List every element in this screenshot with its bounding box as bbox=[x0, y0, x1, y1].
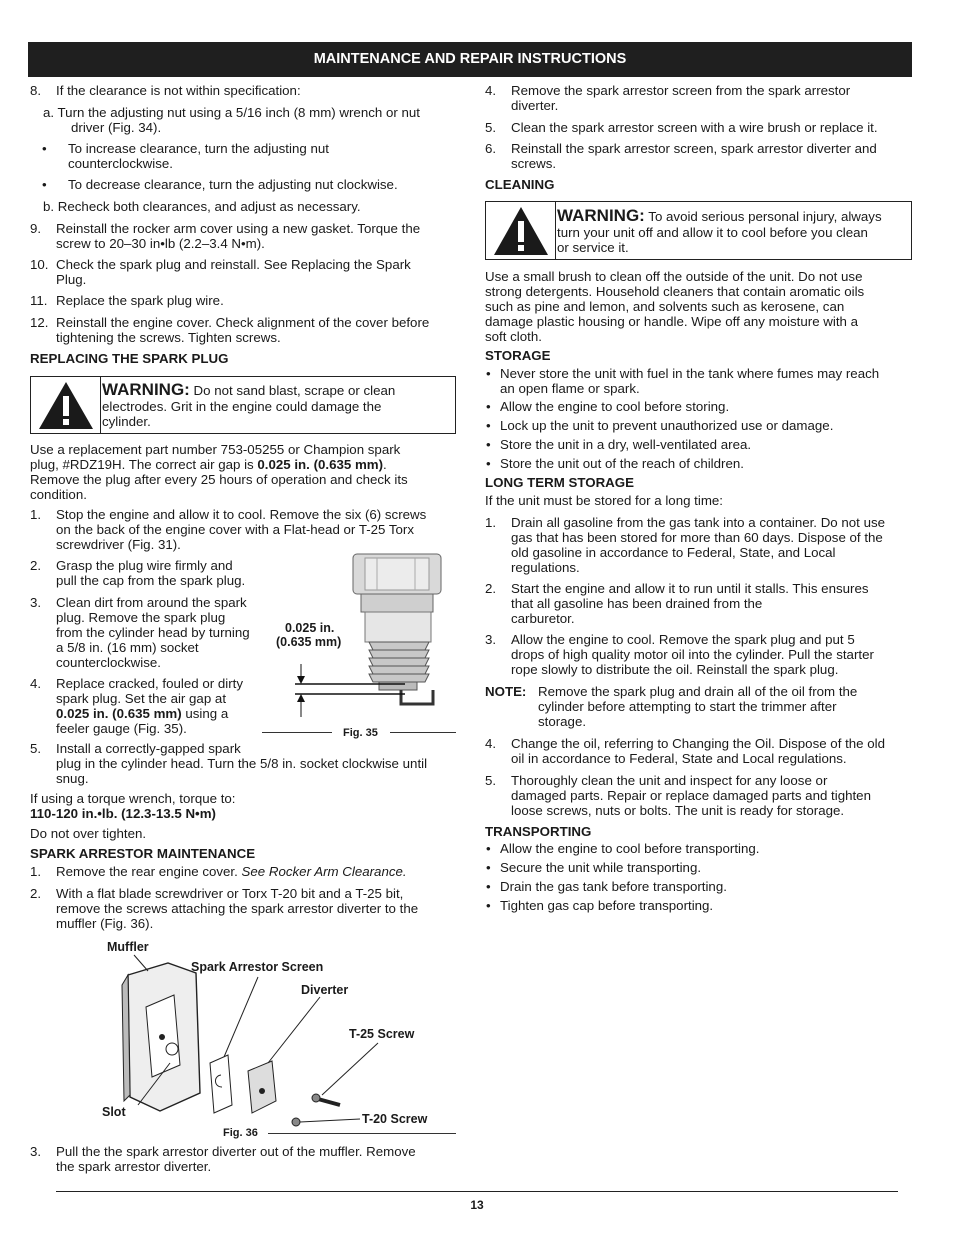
warning-box bbox=[30, 376, 456, 434]
gap-label-in: 0.025 in. bbox=[285, 621, 335, 635]
long-term-intro: If the unit must be stored for a long time: bbox=[485, 493, 723, 508]
long-step-3-line2: drops of high quality motor oil into the cylinder. Pull the starter bbox=[511, 647, 874, 662]
spark-step-4-line1: Replace cracked, fouled or dirty bbox=[56, 676, 243, 691]
bullet-decrease: To decrease clearance, turn the adjusting nut clockwise. bbox=[68, 177, 398, 192]
spark-step-3-line1: Clean dirt from around the spark bbox=[56, 595, 247, 610]
step-10-line2: Plug. bbox=[56, 272, 87, 287]
label-spark-arrestor-screen: Spark Arrestor Screen bbox=[191, 960, 324, 974]
arrestor-step-3-number: 3. bbox=[30, 1144, 42, 1159]
figure-rule bbox=[262, 732, 332, 733]
arrestor-step-5-number: 5. bbox=[485, 120, 497, 135]
arrestor-step-2-line3: muffler (Fig. 36). bbox=[56, 916, 154, 931]
heading-spark-arrestor: SPARK ARRESTOR MAINTENANCE bbox=[30, 846, 256, 861]
step-10-line1: Check the spark plug and reinstall. See Replacing the Spark bbox=[56, 257, 411, 272]
note-line2: cylinder before attempting to start the trimmer after bbox=[538, 699, 837, 714]
heading-transporting: TRANSPORTING bbox=[485, 824, 592, 839]
bullet-mark: • bbox=[42, 141, 47, 156]
bullet-mark: • bbox=[486, 841, 491, 856]
long-step-3-line3: rope slowly to distribute the oil. Reinstall the spark plug. bbox=[511, 662, 839, 677]
step-8b: b. Recheck both clearances, and adjust as necessary. bbox=[43, 199, 361, 214]
bullet-mark: • bbox=[42, 177, 47, 192]
transport-bullet-3: Drain the gas tank before transporting. bbox=[500, 879, 727, 894]
label-slot: Slot bbox=[102, 1105, 126, 1119]
torque-spec: 110-120 in.•lb. (12.3-13.5 N•m) bbox=[30, 806, 216, 821]
bullet-mark: • bbox=[486, 418, 491, 433]
spark-step-1-line3: screwdriver (Fig. 31). bbox=[56, 537, 181, 552]
cleaning-line2: strong detergents. Household cleaners that contain aromatic oils bbox=[485, 284, 865, 299]
page-number: 13 bbox=[470, 1198, 484, 1212]
label-t20-screw: T-20 Screw bbox=[362, 1112, 428, 1126]
arrestor-step-2-line1: With a flat blade screwdriver or Torx T-20 bit and a T-25 bit, bbox=[56, 886, 404, 901]
spark-step-5-line3: snug. bbox=[56, 771, 89, 786]
gap-label-mm: (0.635 mm) bbox=[276, 635, 342, 649]
spark-step-5-line1: Install a correctly-gapped spark bbox=[56, 741, 241, 756]
transport-bullet-1: Allow the engine to cool before transporting. bbox=[500, 841, 760, 856]
spark-intro-line4: condition. bbox=[30, 487, 87, 502]
step-9-line1: Reinstall the rocker arm cover using a new gasket. Torque the bbox=[56, 221, 421, 236]
long-step-3-line1: Allow the engine to cool. Remove the spark plug and put 5 bbox=[511, 632, 855, 647]
step-9-line2: screw to 20–30 in•lb (2.2–3.4 N•m). bbox=[56, 236, 265, 251]
long-step-5-line2: damaged parts. Repair or replace damaged parts and tighten bbox=[511, 788, 871, 803]
long-step-3-number: 3. bbox=[485, 632, 497, 647]
arrestor-step-5-text: Clean the spark arrestor screen with a wire brush or replace it. bbox=[511, 120, 878, 135]
figure-rule bbox=[268, 1133, 456, 1134]
spark-step-4-line3: 0.025 in. (0.635 mm) using a bbox=[56, 706, 229, 721]
step-10-number: 10. bbox=[30, 257, 49, 272]
bullet-mark: • bbox=[486, 879, 491, 894]
warning-text-line2: electrodes. Grit in the engine could damage the bbox=[102, 399, 382, 414]
spark-step-1-line2: on the back of the engine cover with a Flat-head or T-25 Torx bbox=[56, 522, 414, 537]
long-step-1-line2: gas that has been stored for more than 60 days. Dispose of the bbox=[511, 530, 883, 545]
spark-intro-line2: plug, #RDZ19H. The correct air gap is 0.025 in. (0.635 mm). bbox=[30, 457, 387, 472]
long-step-2-line3: carburetor. bbox=[511, 611, 575, 626]
bullet-mark: • bbox=[486, 399, 491, 414]
section-header: MAINTENANCE AND REPAIR INSTRUCTIONS bbox=[28, 42, 912, 77]
step-11-number: 11. bbox=[30, 293, 48, 308]
warning-text-line1: To avoid serious personal injury, always bbox=[648, 209, 882, 224]
heading-replacing-spark-plug: REPLACING THE SPARK PLUG bbox=[30, 351, 229, 366]
storage-bullet-3: Lock up the unit to prevent unauthorized use or damage. bbox=[500, 418, 834, 433]
long-step-1-line3: old gasoline in accordance to Federal, State, and Local bbox=[511, 545, 836, 560]
arrestor-step-3-line1: Pull the the spark arrestor diverter out of the muffler. Remove bbox=[56, 1144, 416, 1159]
spark-step-1-line1: Stop the engine and allow it to cool. Remove the six (6) screws bbox=[56, 507, 427, 522]
bullet-mark: • bbox=[486, 898, 491, 913]
cleaning-line1: Use a small brush to clean off the outside of the unit. Do not use bbox=[485, 269, 863, 284]
long-step-4-line1: Change the oil, referring to Changing the Oil. Dispose of the old bbox=[511, 736, 886, 751]
bullet-increase-line1: To increase clearance, turn the adjusting nut bbox=[68, 141, 329, 156]
arrestor-step-4-line2: diverter. bbox=[511, 98, 559, 113]
spark-step-3-line4: a 5/8 in. (16 mm) socket bbox=[56, 640, 199, 655]
storage-bullet-1-line2: an open flame or spark. bbox=[500, 381, 640, 396]
step-8a-line1: a. Turn the adjusting nut using a 5/16 inch (8 mm) wrench or nut bbox=[43, 105, 420, 120]
note-line3: storage. bbox=[538, 714, 587, 729]
spark-step-2-line2: pull the cap from the spark plug. bbox=[56, 573, 246, 588]
spark-step-5-line2: plug in the cylinder head. Turn the 5/8 in. socket clockwise until bbox=[56, 756, 428, 771]
warning-text-line3: or service it. bbox=[557, 240, 629, 255]
spark-step-2-number: 2. bbox=[30, 558, 42, 573]
arrestor-step-3-line2: the spark arrestor diverter. bbox=[56, 1159, 212, 1174]
heading-long-term-storage: LONG TERM STORAGE bbox=[485, 475, 634, 490]
spark-step-2-line1: Grasp the plug wire firmly and bbox=[56, 558, 233, 573]
cleaning-line5: soft cloth. bbox=[485, 329, 542, 344]
storage-bullet-1-line1: Never store the unit with fuel in the tank where fumes may reach bbox=[500, 366, 880, 381]
long-step-2-line2: that all gasoline has been drained from the bbox=[511, 596, 763, 611]
note-line1: Remove the spark plug and drain all of the oil from the bbox=[538, 684, 858, 699]
warning-box bbox=[485, 201, 912, 260]
bullet-mark: • bbox=[486, 437, 491, 452]
spark-step-5-number: 5. bbox=[30, 741, 42, 756]
step-11-text: Replace the spark plug wire. bbox=[56, 293, 224, 308]
long-step-2-number: 2. bbox=[485, 581, 497, 596]
arrestor-step-6-line1: Reinstall the spark arrestor screen, spark arrestor diverter and bbox=[511, 141, 877, 156]
warning-label: WARNING: bbox=[557, 206, 645, 225]
long-step-5-line1: Thoroughly clean the unit and inspect for any loose or bbox=[511, 773, 828, 788]
arrestor-step-1-number: 1. bbox=[30, 864, 42, 879]
arrestor-step-2-number: 2. bbox=[30, 886, 42, 901]
spark-step-4-number: 4. bbox=[30, 676, 42, 691]
bullet-increase-line2: counterclockwise. bbox=[68, 156, 173, 171]
spark-step-3-line5: counterclockwise. bbox=[56, 655, 161, 670]
transport-bullet-4: Tighten gas cap before transporting. bbox=[500, 898, 714, 913]
heading-cleaning: CLEANING bbox=[485, 177, 555, 192]
warning-label: WARNING: bbox=[102, 380, 190, 399]
label-t25-screw: T-25 Screw bbox=[349, 1027, 415, 1041]
transport-bullet-2: Secure the unit while transporting. bbox=[500, 860, 702, 875]
spark-intro-line1: Use a replacement part number 753-05255 or Champion spark bbox=[30, 442, 401, 457]
warning-text-line3: cylinder. bbox=[102, 414, 151, 429]
spark-intro-line3: Remove the plug after every 25 hours of operation and check its bbox=[30, 472, 408, 487]
step-8-text: If the clearance is not within specification: bbox=[56, 83, 301, 98]
spark-step-1-number: 1. bbox=[30, 507, 42, 522]
long-step-1-number: 1. bbox=[485, 515, 497, 530]
warning-triangle-icon bbox=[31, 377, 101, 433]
spark-step-4-line2: spark plug. Set the air gap at bbox=[56, 691, 227, 706]
step-12-number: 12. bbox=[30, 315, 49, 330]
bullet-mark: • bbox=[486, 456, 491, 471]
step-8a-line2: driver (Fig. 34). bbox=[71, 120, 162, 135]
long-step-1-line1: Drain all gasoline from the gas tank into a container. Do not use bbox=[511, 515, 886, 530]
step-8-number: 8. bbox=[30, 83, 42, 98]
step-12-line1: Reinstall the engine cover. Check alignment of the cover before bbox=[56, 315, 430, 330]
figure-35-caption: Fig. 35 bbox=[343, 727, 378, 739]
heading-storage: STORAGE bbox=[485, 348, 551, 363]
torque-note: Do not over tighten. bbox=[30, 826, 147, 841]
label-diverter: Diverter bbox=[301, 983, 349, 997]
storage-bullet-5: Store the unit out of the reach of children. bbox=[500, 456, 744, 471]
bullet-mark: • bbox=[486, 366, 491, 381]
long-step-4-number: 4. bbox=[485, 736, 497, 751]
warning-text-line2: turn your unit off and allow it to cool before you clean bbox=[557, 225, 868, 240]
spark-step-4-line4: feeler gauge (Fig. 35). bbox=[56, 721, 187, 736]
step-12-line2: tightening the screws. Tighten screws. bbox=[56, 330, 281, 345]
storage-bullet-2: Allow the engine to cool before storing. bbox=[500, 399, 730, 414]
arrestor-step-4-line1: Remove the spark arrestor screen from the spark arrestor bbox=[511, 83, 851, 98]
spark-step-3-line2: plug. Remove the spark plug bbox=[56, 610, 226, 625]
arrestor-step-6-number: 6. bbox=[485, 141, 497, 156]
arrestor-step-2-line2: remove the screws attaching the spark arrestor diverter to the bbox=[56, 901, 419, 916]
bullet-mark: • bbox=[486, 860, 491, 875]
long-step-2-line1: Start the engine and allow it to run until it stalls. This ensures bbox=[511, 581, 869, 596]
figure-36-caption: Fig. 36 bbox=[223, 1127, 258, 1139]
long-step-5-line3: loose screws, nuts or bolts. The unit is ready for storage. bbox=[511, 803, 845, 818]
long-step-4-line2: oil in accordance to Federal, State and Local regulations. bbox=[511, 751, 847, 766]
spark-step-3-number: 3. bbox=[30, 595, 42, 610]
label-muffler: Muffler bbox=[107, 940, 149, 954]
figure-rule bbox=[390, 732, 456, 733]
arrestor-step-6-line2: screws. bbox=[511, 156, 557, 171]
cleaning-line4: damage plastic housing or handle. Wipe off any moisture with a bbox=[485, 314, 859, 329]
torque-line1: If using a torque wrench, torque to: bbox=[30, 791, 236, 806]
cleaning-line3: such as pine and lemon, and solvents such as kerosene, can bbox=[485, 299, 845, 314]
warning-text-line1: Do not sand blast, scrape or clean bbox=[193, 383, 396, 398]
spark-step-3-line3: from the cylinder head by turning bbox=[56, 625, 250, 640]
footer-rule bbox=[56, 1191, 898, 1192]
note-label: NOTE: bbox=[485, 684, 527, 699]
long-step-5-number: 5. bbox=[485, 773, 497, 788]
step-9-number: 9. bbox=[30, 221, 42, 236]
long-step-1-line4: regulations. bbox=[511, 560, 580, 575]
storage-bullet-4: Store the unit in a dry, well-ventilated area. bbox=[500, 437, 752, 452]
arrestor-step-4-number: 4. bbox=[485, 83, 497, 98]
arrestor-step-1-text: Remove the rear engine cover. See Rocker Arm Clearance. bbox=[56, 864, 407, 879]
warning-triangle-icon bbox=[486, 202, 556, 259]
